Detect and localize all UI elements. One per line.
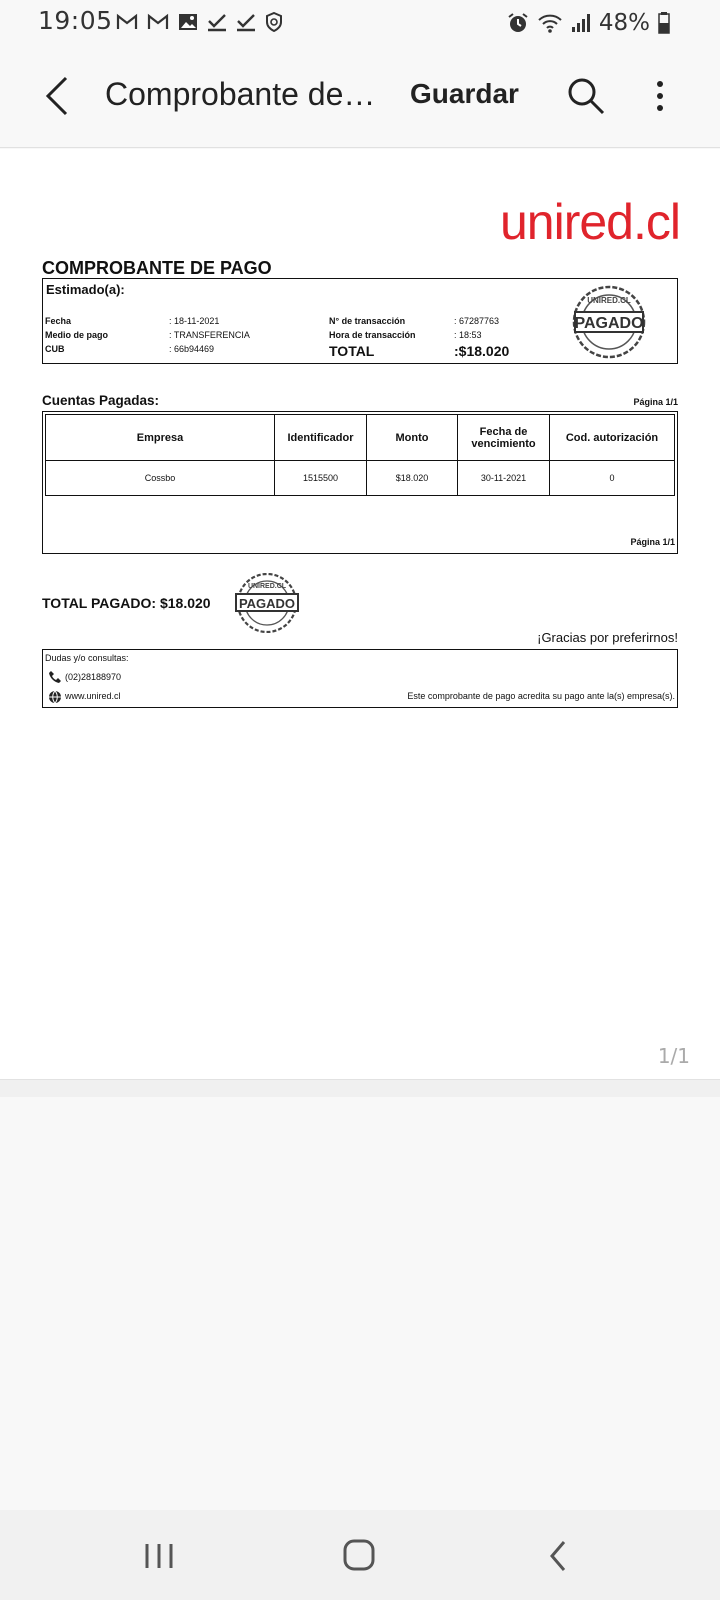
footer-note: Este comprobante de pago acredita su pago ante la(s) empresa(s). — [407, 691, 675, 701]
page-counter: 1/1 — [657, 1044, 690, 1068]
page-separator — [0, 1079, 720, 1097]
greeting: Estimado(a): — [46, 282, 125, 297]
hora-value: : 18:53 — [454, 330, 482, 340]
status-time: 19:05 — [38, 6, 113, 35]
page-label: Página 1/1 — [633, 397, 678, 407]
cell-monto: $18.020 — [367, 461, 458, 496]
cub-value: : 66b94469 — [169, 344, 215, 354]
accounts-table-box — [42, 411, 678, 554]
header-empresa: Empresa — [46, 415, 275, 461]
nav-back-icon[interactable] — [534, 1538, 584, 1574]
cell-fecha-vencimiento: 30-11-2021 — [458, 461, 550, 496]
wifi-icon — [537, 12, 563, 34]
page-counter-bar — [0, 1044, 720, 1079]
checkmark-icon — [207, 12, 227, 32]
gallery-icon — [178, 13, 198, 31]
total-paid: TOTAL PAGADO: $18.020 — [42, 595, 211, 611]
globe-icon — [48, 690, 62, 704]
table-page-label: Página 1/1 — [630, 537, 675, 547]
system-icons — [507, 10, 670, 36]
checkmark-icon — [236, 12, 256, 32]
cell-empresa: Cossbo — [46, 461, 275, 496]
back-arrow-icon[interactable] — [40, 74, 74, 118]
total-label: TOTAL — [329, 343, 375, 359]
status-bar — [0, 0, 720, 44]
home-icon[interactable] — [334, 1538, 384, 1574]
phone-icon — [48, 670, 62, 684]
battery-level: 48% — [598, 10, 650, 36]
navigation-bar — [0, 1510, 720, 1600]
document-title: Comprobante de… — [105, 76, 376, 112]
hora-label: Hora de transacción — [329, 330, 416, 340]
stamp-text: PAGADO — [574, 315, 644, 332]
thanks-message: ¡Gracias por preferirnos! — [537, 630, 678, 645]
fecha-label: Fecha — [45, 316, 72, 326]
app-bar — [0, 44, 720, 148]
table-header-row — [46, 415, 675, 461]
recent-apps-icon[interactable] — [134, 1538, 184, 1574]
receipt-heading: COMPROBANTE DE PAGO — [42, 258, 272, 278]
contact-phone: (02)28188970 — [65, 672, 122, 682]
cell-cod-autorizacion: 0 — [550, 461, 675, 496]
stamp-text: PAGADO — [238, 596, 296, 611]
gmail-icon — [147, 13, 169, 31]
accounts-table — [45, 414, 675, 496]
header-fecha-vencimiento: Fecha de vencimiento — [458, 415, 550, 461]
stamp-ring-text: UNIRED.CL — [247, 583, 287, 590]
gmail-icon — [116, 13, 138, 31]
shield-icon — [265, 12, 283, 32]
unired-logo: unired.cl — [500, 194, 680, 250]
header-monto: Monto — [367, 415, 458, 461]
alarm-icon — [507, 12, 529, 34]
medio-label: Medio de pago — [45, 330, 108, 340]
paid-stamp-small — [234, 573, 300, 633]
header-cod-autorizacion: Cod. autorización — [550, 415, 675, 461]
transaccion-label: N° de transacción — [329, 316, 406, 326]
header-identificador: Identificador — [275, 415, 367, 461]
payment-summary-box — [42, 278, 678, 364]
notification-icons — [116, 12, 283, 32]
more-options-icon[interactable] — [648, 74, 672, 118]
table-row — [46, 461, 675, 496]
cell-identificador: 1515500 — [275, 461, 367, 496]
stamp-ring-text: UNIRED.CL — [587, 296, 631, 305]
paid-stamp — [571, 284, 647, 360]
medio-value: : TRANSFERENCIA — [169, 330, 250, 340]
contact-website: www.unired.cl — [65, 691, 121, 701]
pdf-page — [0, 149, 720, 1079]
search-icon[interactable] — [566, 76, 606, 116]
cub-label: CUB — [45, 344, 65, 354]
fecha-value: : 18-11-2021 — [169, 316, 220, 326]
contact-label: Dudas y/o consultas: — [45, 653, 129, 663]
save-button[interactable]: Guardar — [410, 78, 519, 109]
battery-icon — [658, 12, 670, 34]
total-value: :$18.020 — [454, 343, 510, 359]
signal-icon — [571, 13, 591, 33]
transaccion-value: : 67287763 — [454, 316, 500, 326]
cuentas-title: Cuentas Pagadas: — [42, 393, 160, 408]
contact-footer — [42, 649, 678, 708]
